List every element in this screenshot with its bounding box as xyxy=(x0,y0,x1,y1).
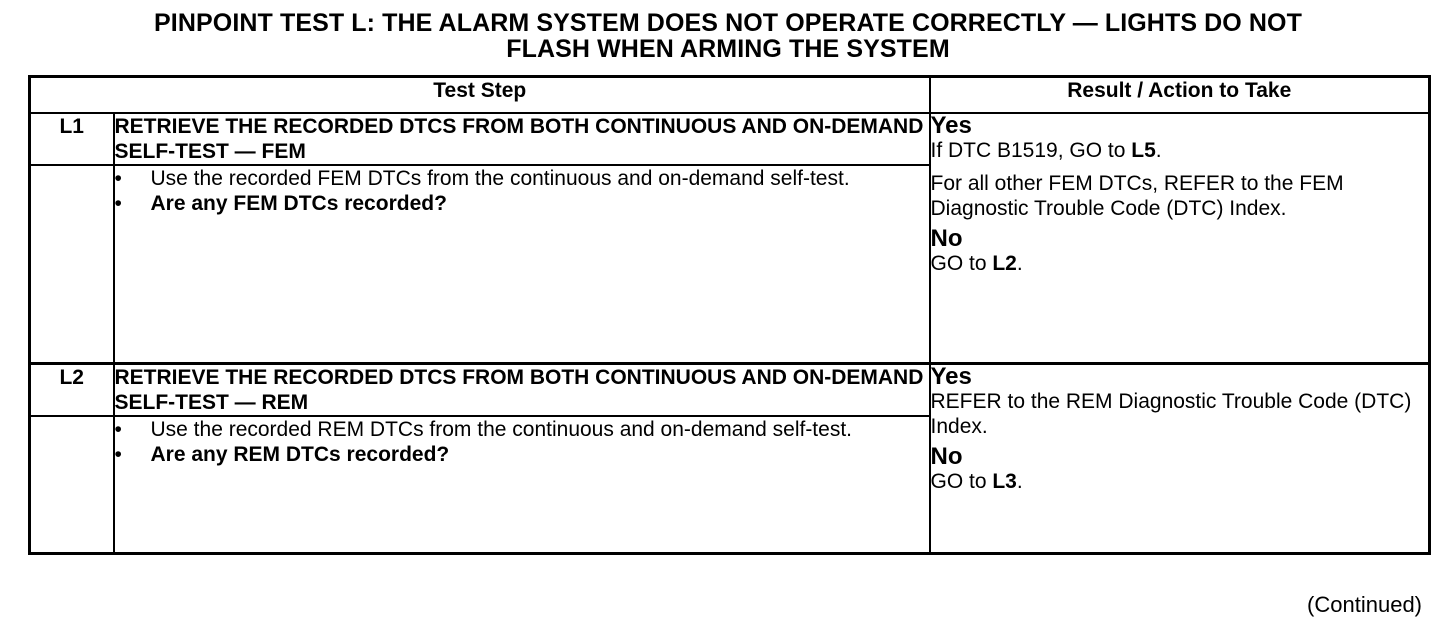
step-l1-title-row xyxy=(30,113,1430,165)
pinpoint-test-table xyxy=(28,75,1431,555)
step-id-l1: L1 xyxy=(30,113,114,165)
bullet-list xyxy=(115,166,929,216)
title-line-1: PINPOINT TEST L: THE ALARM SYSTEM DOES NOT OPERATE CORRECTLY — LIGHTS DO NOT xyxy=(154,9,1302,37)
answer-yes-para: REFER to the REM Diagnostic Trouble Code (DTC) Index. xyxy=(930,390,1412,438)
answer-yes-l1 xyxy=(931,114,1429,221)
list-item-question: • Are any FEM DTCs recorded? xyxy=(115,191,929,216)
answer-text: . xyxy=(1016,470,1023,493)
step-id-l2: L2 xyxy=(30,364,114,417)
answer-text: GO to xyxy=(930,470,993,493)
answer-no-l1 xyxy=(931,227,1429,276)
continued-label: (Continued) xyxy=(1307,592,1422,617)
answer-text: . xyxy=(1016,252,1023,275)
step-title-l1: RETRIEVE THE RECORDED DTCS FROM BOTH CONTINUOUS AND ON-DEMAND SELF-TEST — FEM xyxy=(114,113,930,165)
answer-text: If DTC B1519, GO to xyxy=(930,139,1132,162)
step-ref-l3: L3 xyxy=(992,470,1017,493)
step-id-spacer xyxy=(30,165,114,364)
answer-yes-head: Yes xyxy=(930,363,972,390)
answer-no-head: No xyxy=(930,443,963,470)
title-line-2: FLASH WHEN ARMING THE SYSTEM xyxy=(506,35,950,63)
header-result: Result / Action to Take xyxy=(930,77,1430,114)
answer-yes-para: For all other FEM DTCs, REFER to the FEM Diagnostic Trouble Code (DTC) Index. xyxy=(930,172,1344,220)
answer-no-l2 xyxy=(931,445,1429,494)
answer-yes-l2 xyxy=(931,365,1429,439)
page-title xyxy=(28,10,1428,62)
answer-no-head: No xyxy=(930,225,963,252)
bullet-list xyxy=(115,417,929,467)
step-body-l1 xyxy=(114,165,930,364)
result-l1 xyxy=(930,113,1430,364)
list-item-question: • Are any REM DTCs recorded? xyxy=(115,442,929,467)
answer-yes-line xyxy=(931,138,1429,163)
list-item: • Use the recorded FEM DTCs from the continuous and on-demand self-test. xyxy=(115,166,929,191)
step-l2-title-row xyxy=(30,364,1430,417)
answer-text: GO to xyxy=(930,252,993,275)
answer-yes-head: Yes xyxy=(930,112,972,139)
step-ref-l5: L5 xyxy=(1131,139,1156,162)
answer-text: . xyxy=(1155,139,1162,162)
step-ref-l2: L2 xyxy=(992,252,1017,275)
step-title-l2: RETRIEVE THE RECORDED DTCS FROM BOTH CONTINUOUS AND ON-DEMAND SELF-TEST — REM xyxy=(114,364,930,417)
table-header-row xyxy=(30,77,1430,114)
step-body-l2 xyxy=(114,416,930,554)
list-item: • Use the recorded REM DTCs from the continuous and on-demand self-test. xyxy=(115,417,929,442)
answer-no-line xyxy=(931,469,1429,494)
result-l2 xyxy=(930,364,1430,554)
answer-no-line xyxy=(931,251,1429,276)
step-id-spacer xyxy=(30,416,114,554)
header-test-step: Test Step xyxy=(30,77,930,114)
